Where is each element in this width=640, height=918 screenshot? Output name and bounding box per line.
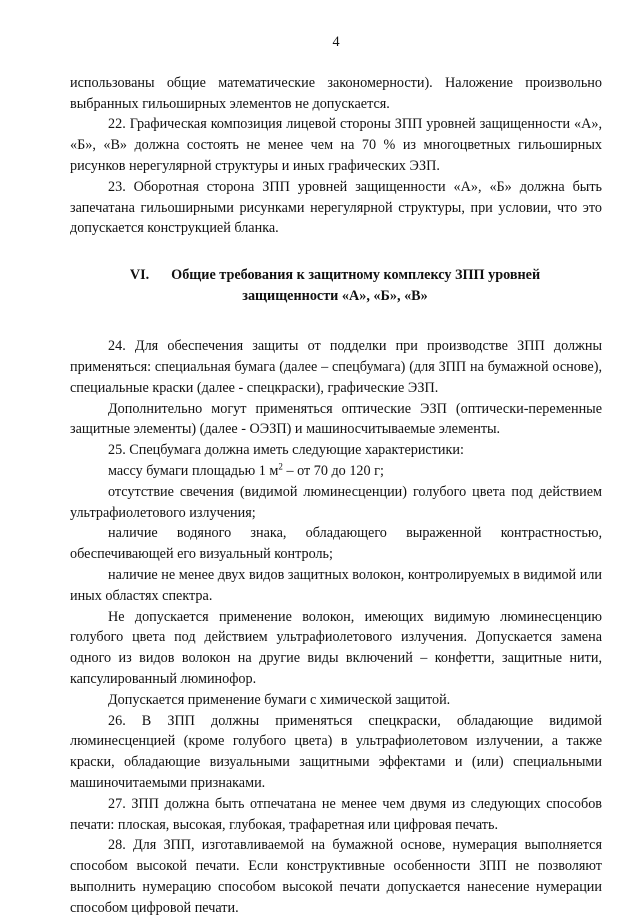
mass-text: массу бумаги площадью 1 м: [108, 462, 279, 479]
section-number: VI.: [129, 267, 150, 284]
paragraph-continuation: использованы общие математические закономерности). Наложение произвольно выбранных гильоширных элементов не допускается.: [70, 74, 602, 112]
paragraph-25-fibers: наличие не менее двух видов защитных волокон, контролируемых в видимой или иных областях спектра.: [70, 566, 602, 604]
section-heading: [70, 265, 602, 307]
mass-range: – от 70 до 120 г;: [282, 462, 384, 479]
paragraph-25-luminescence: отсутствие свечения (видимой люминесценции) голубого цвета под действием ультрафиолетового излучения;: [70, 483, 602, 521]
paragraph-27: 27. ЗПП должна быть отпечатана не менее чем двумя из следующих способов печати: плоская, высокая, глубокая, трафаретная или цифровая печать.: [70, 795, 602, 833]
paragraph-25-fibers-restriction: Не допускается применение волокон, имеющих видимую люминесценцию голубого цвета под действием ультрафиолетового излучения. Допускается замена одного из видов волокон на другие виды включений – конфетти, защитные нити, капсулированный люминофор.: [70, 608, 602, 687]
paragraph-26: 26. В ЗПП должны применяться спецкраски, обладающие видимой люминесценцией (кроме голубого цвета) в ультрафиолетовом излучении, а также краски, обладающие визуальными защитными эффектами и (или) специальными машиночитаемыми признаками.: [70, 712, 602, 791]
paragraph-23: 23. Оборотная сторона ЗПП уровней защищенности «А», «Б» должна быть запечатана гильоширными рисунками нерегулярной структуры, при условии, что это допускается конструкцией бланка.: [70, 178, 602, 237]
paragraph-25-watermark: наличие водяного знака, обладающего выраженной контрастностью, обеспечивающей его визуальный контроль;: [70, 525, 602, 563]
paragraph-28: 28. Для ЗПП, изготавливаемой на бумажной основе, нумерация выполняется способом высокой печати. Если конструктивные особенности ЗПП не позволяют выполнить нумерацию способом высокой печати допускается нанесение нумерации способом цифровой печати.: [70, 837, 602, 916]
section-title: Общие требования к защитному комплексу ЗПП уровней защищенности «А», «Б», «В»: [171, 267, 541, 305]
paragraph-25: 25. Спецбумага должна иметь следующие характеристики:: [108, 442, 464, 459]
paragraph-24: 24. Для обеспечения защиты от подделки при производстве ЗПП должны применяться: специальная бумага (далее – спецбумага) (для ЗПП на бумажной основе), специальные краски (далее - спецкраски), графические ЭЗП.: [70, 338, 602, 396]
page-number: 4: [332, 34, 340, 50]
paragraph-25-chemical: Допускается применение бумаги с химической защитой.: [108, 691, 451, 708]
paragraph-24-additional: Дополнительно могут применяться оптические ЭЗП (оптически-переменные защитные элементы) (далее - ОЭЗП) и машиносчитываемые элементы.: [70, 400, 602, 438]
mass-superscript: 2: [278, 461, 283, 472]
paragraph-22: 22. Графическая композиция лицевой стороны ЗПП уровней защищенности «А», «Б», «В» должна состоять не менее чем на 70 % из многоцветных гильоширных рисунков нерегулярной структуры и иных графических ЭЗП.: [70, 116, 602, 174]
paragraph-25-mass: [70, 461, 602, 482]
